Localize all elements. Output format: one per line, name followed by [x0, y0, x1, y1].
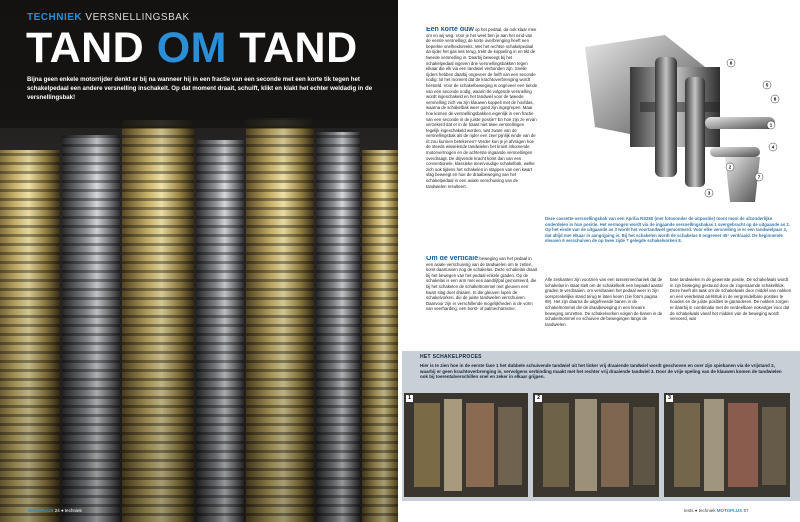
photo-marker-1: 6: [729, 60, 733, 66]
panel-number-1: 1: [406, 395, 413, 402]
folio-page: 24: [54, 508, 60, 513]
gearbox-illustration: [545, 27, 792, 215]
column-1-text: op het pedaal, da ook klaar mee om en wij weg. Voor je het weet ben je aan het eind van de eerste versnelling; de korte overbrenging heeft een beperkte snelheidsreeks. Met het rechtse schakelpedaal da rijder het gas iets terug, trekt de koppeling in en tikt de tweede versnelling in. Daarbij beweegt bij het schakelpedaal ingeven drie versnellingsbakken tegen elkaar die elk via een tandwiel verbonden zijn. Snelle rijders hebben daarbij ongeveer de helft van een seconde nodig: lol het moment dat de krachtoverbrenging wordt hersteld. Voor de schakelbeweging is ongeveer een tiende van een seconde nodig, waarin de volgende versnelling wordt ingeschakeld en het tandwiel voor de tweede versnelling zich via zijn klauwen koppelt met de hoofdas, waarna de schakelbak weer goed zijn ingegrepen. Maar hoe komen de versnellingsbakken eigenlijk in een fractie van een seconde in de juiste positie? En hoe zijn ze ervan verzekerd dat er in de haast niet twee versnellingen tegelijk ingeschakeld worden, wat zware van de versnellingsbak als de rijder een zeer pijnlijk einde van de rit zou kunnen betekenen? Verder kun je je afvragen hoe de steeds wisselende tandwielen het kruist inkomende motorvermogen en de achterste ingaande versnellingen overdraagt. De drijvende kracht komt dan van een conventionele, klassieke meervoudige schakelbak, welke zich ook tijdens het schakelen in stappen van een kwart slag beweegt en hoe de draaibeweging van het schakelpedaal in een axiale verschuiving van de tandwielen resulteert.: [426, 27, 538, 189]
gearbox-cassette-photo: [545, 27, 792, 215]
shift-process-title: HET SCHAKELPROCES: [420, 354, 482, 360]
left-page: [0, 0, 398, 522]
photo-marker-3: 1: [769, 122, 773, 128]
folio-right-page: 87: [743, 508, 749, 513]
shift-panel-2: [533, 393, 659, 497]
photo-marker-4: 4: [771, 144, 775, 150]
section-kicker: [27, 12, 190, 23]
headline-word-1: TAND: [26, 24, 145, 72]
kicker-accent: TECHNIEK: [27, 12, 83, 23]
folio-left: [28, 508, 82, 513]
intro-paragraph: [27, 75, 383, 102]
photo-marker-2: 5: [765, 82, 769, 88]
column-4-text: bare tandwielen in de gewenste positie. De schakelwals wordt in zijn beweging gestuurd door de zogenaamde schakelklok. Deze heeft als taak om de schakelwals door middel van nokken en een veerbelast arrêtstuk in de vergrendelbare posities te houden en de juiste posities te garanderen. De nokken zorgen er daarbij in combinatie met de verdeelbare nokvolger voor dat de schakelwals vanaf het midden van de beweging wordt vervoerd, wat: [670, 277, 792, 322]
column-1: [426, 27, 538, 253]
folio-right: [684, 508, 748, 513]
column-2-subhead: Om de verticale: [426, 256, 479, 262]
shift-panel-2-image: [533, 393, 659, 497]
shift-panel-3-image: [664, 393, 790, 497]
folio-right-brand: MOTOPLUS: [716, 508, 743, 513]
kicker-section: VERSNELLINGSBAK: [85, 12, 190, 23]
photo-marker-5: 2: [728, 164, 732, 170]
column-3-text: Alle zeskanten zijn voorzien van een tussenmechaniek dat de schakelas in staat stelt om de schakelkelk een bepaald aantal graden te verdraaien, om verdraaien het pedaal weer in zijn oorspronkelijke stand terug te laten keren (zie foto's pagina 89). Het zijn daarna de uitgefreesde banen in de schakeltrommel die de draaibeweging in een lineaire beweging omzetten. De schakelvorken volgen de banen in de schakeltrommel en schuiven de bewegingen langs de tandwielen.: [545, 277, 663, 327]
photo-marker-7: 3: [707, 190, 711, 196]
column-2-text: beweging van het pedaal in een axiale verschuiving van de tandwielen om te zetten, komt daartussen nog de schakelas. Deze schakelas draait bij het bewegen van het pedaal enkele graden. Op de schakelas is een arm met een aandrijfpal gemonteerd, die bij het schakelen de schakeltrommel met gleuven een kwart slag doet draaien. In die gleuven lopen de schakelvorken, die de juiste tandwielen verschuiven. Daarvoor zijn er verschillende mogelijkheden in de vorm van veerharding, een borst- of palmechanisme.: [426, 256, 538, 312]
folio-brand: MOTOPLUS: [28, 508, 54, 513]
photo-marker-8: 8: [773, 96, 777, 102]
caption-text: Deze cassette-versnellingsbak van een Aprilia RS250 (met fotovonder de uitpositie) toont mooi de afzonderlijke onderdelen in hun positie. Het vermogen wordt via de ingaande versnellingsbakas 1 overgebracht op de uitgaande as 2. Op het einde van de uitgaande as 3 wordt het voortandwiel gemonteerd. Voor elke versnelling is er een tandwielpaar 4, dat altijd met elkaar in aangrijping is. Bij het schakelen wordt de schakelas 5 ongeveer 45° verdraaid. De beginnende sleuven 6 verschuiven de op twee zijde 7 gelegde schakelvorken 8.: [545, 216, 790, 244]
intro-text: Bijna geen enkele motorrijder denkt er bij na wanneer hij in een fractie van een seconde met een korte tik tegen het schakelpedaal een andere versnelling inschakelt. Op dat moment draait, schuift, klikt en klakt het echter weldadig in de versnellingsbak!: [27, 76, 373, 101]
photo-marker-6: 7: [757, 174, 761, 180]
headline-word-3: TAND: [239, 24, 358, 72]
shift-panel-1-image: [404, 393, 528, 497]
panel-number-3: 3: [666, 395, 673, 402]
column-1-subhead: Een korte duw: [426, 27, 474, 33]
shift-panel-3: [664, 393, 790, 497]
headline: [26, 26, 358, 70]
panel-number-2: 2: [535, 395, 542, 402]
column-2: [426, 256, 538, 348]
shift-panel-1: [404, 393, 528, 497]
column-4: [670, 277, 792, 347]
folio-section: ● techniek: [60, 508, 82, 513]
shift-process-intro: Hier is te zien hoe in de eerste fase 1 het dubbele schuivende tandwiel uit het linker vrij draaiende tandwiel wordt geschoven en over zijn spiebanen via de vrijstand 2, waarbij er geen krachtoverbrenging is, vervolgens verbinding maakt met het rechter vrij draaiende tandwiel 3. Door de vrije speling van de klauwen komen de tandwielen ook bij toerentalverschillen snel en zeker in elkaar grijpen.: [420, 363, 782, 380]
column-3: [545, 277, 663, 347]
headline-word-2: OM: [156, 24, 227, 72]
folio-right-section: tests ● techniek: [684, 508, 716, 513]
photo-caption: [545, 216, 792, 244]
